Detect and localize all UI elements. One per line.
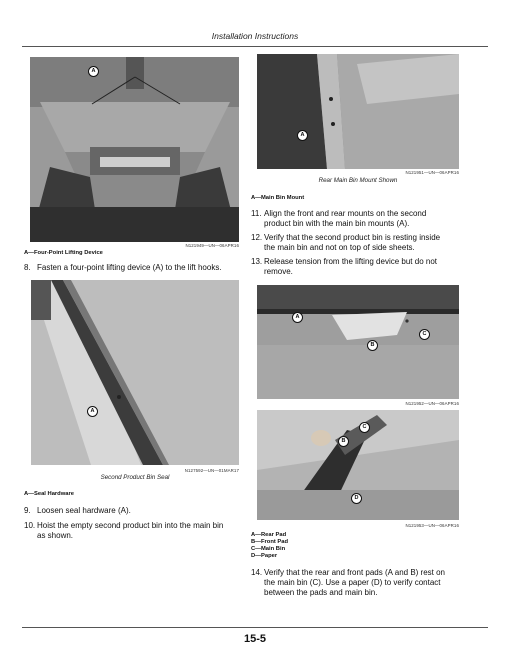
page-header-title: Installation Instructions	[211, 31, 299, 41]
fig3-legend-a: A—Seal Hardware	[24, 491, 74, 497]
step-9: 9. Loosen seal hardware (A).	[24, 506, 131, 515]
photo-lifting-device	[30, 57, 239, 242]
fig4-callout-b: B	[367, 340, 378, 351]
fig3-caption: Second Product Bin Seal	[100, 474, 170, 481]
page-number: 15-5	[243, 633, 267, 645]
fig4-callout-a: A	[292, 312, 303, 323]
fig4-code: N121952—UN—06APR16	[405, 401, 459, 406]
fig2-legend-a: A—Main Bin Mount	[251, 195, 305, 201]
step-14: 14. Verify that the rear and front pads (A and B) rest on the main bin (C). Use a paper (D) to verify contact between the pads and main bin.	[251, 568, 445, 597]
fig5-callout-d: D	[351, 493, 362, 504]
photo-bin-seal	[31, 280, 239, 465]
fig5-callout-b: B	[338, 436, 349, 447]
fig2-caption: Rear Main Bin Mount Shown	[318, 177, 398, 184]
fig5-legend-b: B—Front Pad	[251, 539, 289, 545]
fig3-callout-a: A	[87, 406, 98, 417]
step-13: 13. Release tension from the lifting device but do not remove.	[251, 257, 437, 276]
fig1-code: N121949—UN—06APR16	[185, 243, 239, 248]
fig5-legend-a: A—Rear Pad	[251, 532, 287, 538]
step-12: 12. Verify that the second product bin is resting inside the main bin and not on top of side sheets.	[251, 233, 441, 252]
photo-pads-top	[257, 285, 459, 399]
fig2-code: N121951—UN—06APR16	[405, 170, 459, 175]
fig1-callout-a: A	[88, 66, 99, 77]
fig5-legend-d: D—Paper	[251, 553, 278, 559]
fig5-code: N121953—UN—06APR16	[405, 523, 459, 528]
fig3-code: N127592—UN—01MAR17	[184, 468, 239, 473]
header-rule	[22, 46, 488, 47]
fig4-callout-c: C	[419, 329, 430, 340]
step-11: 11. Align the front and rear mounts on the second product bin with the main bin mounts (A).	[251, 209, 427, 228]
photo-main-bin-mount	[257, 54, 459, 169]
fig1-legend-a: A—Four-Point Lifting Device	[24, 250, 103, 256]
step-10: 10. Hoist the empty second product bin into the main bin as shown.	[24, 521, 224, 540]
fig2-callout-a: A	[297, 130, 308, 141]
fig5-legend-c: C—Main Bin	[251, 546, 286, 552]
footer-rule	[22, 627, 488, 628]
fig5-legend	[251, 532, 288, 560]
step-8: 8. Fasten a four-point lifting device (A) to the lift hooks.	[24, 263, 222, 272]
fig5-callout-c: C	[359, 422, 370, 433]
